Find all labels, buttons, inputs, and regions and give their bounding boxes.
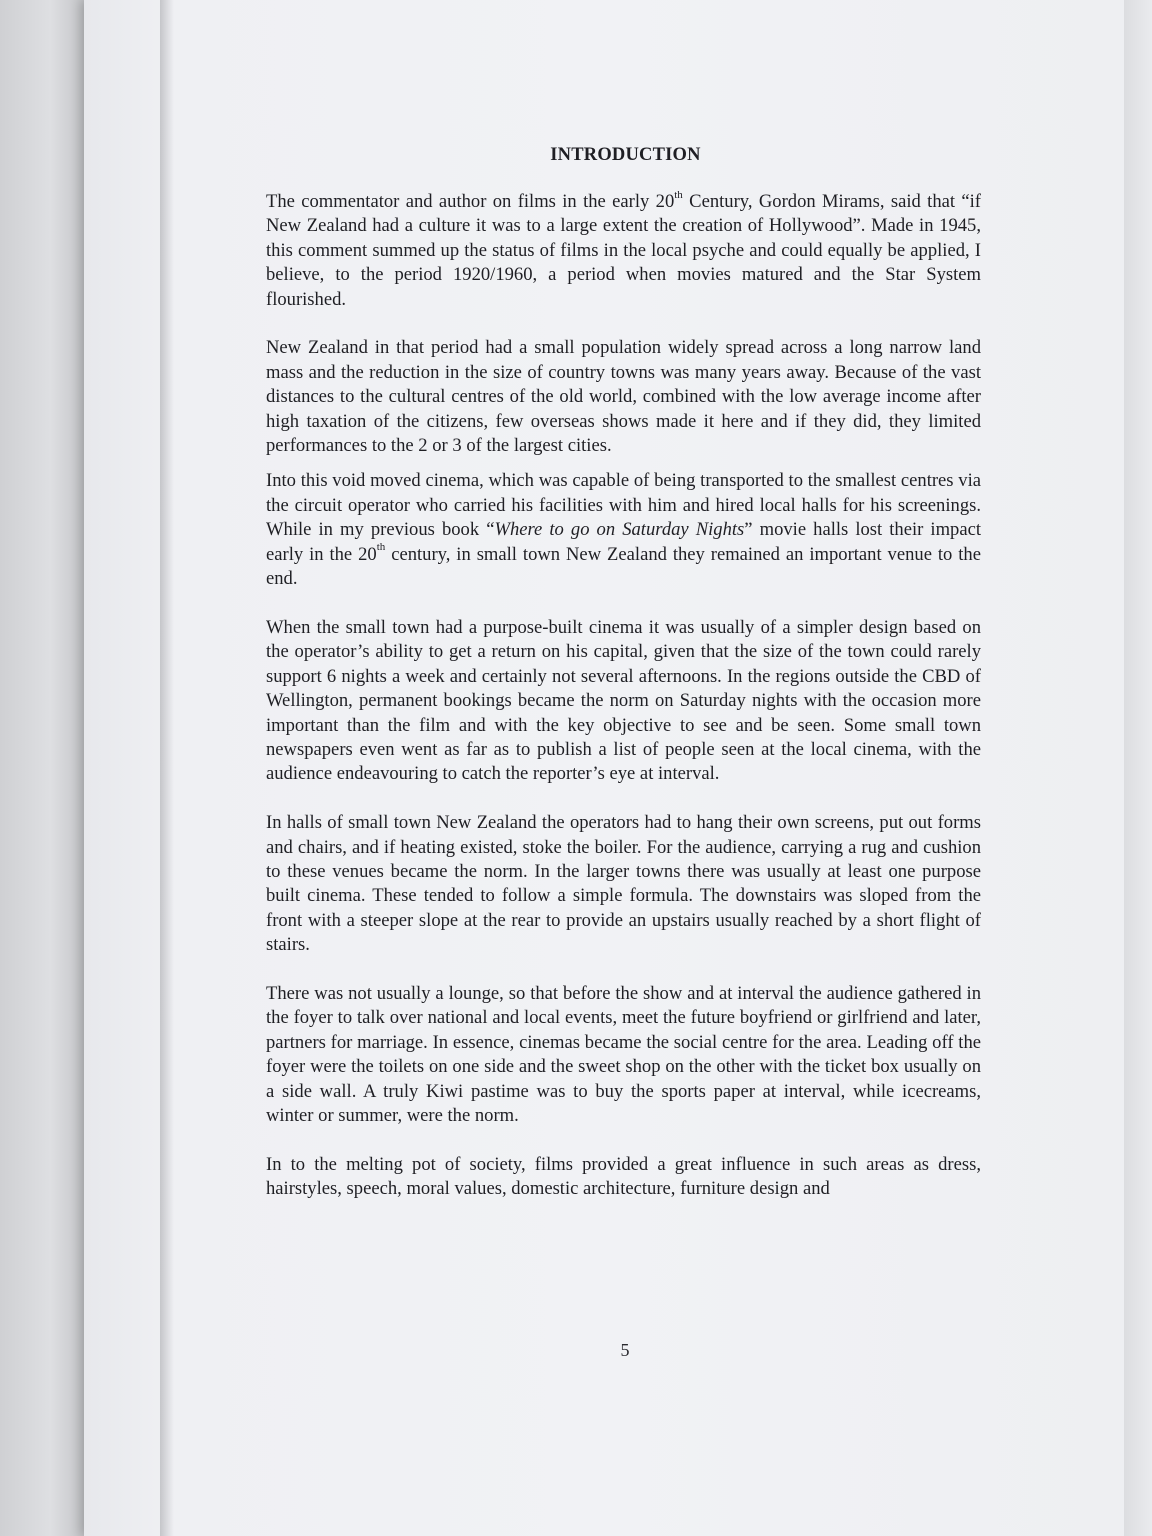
- book-title: Where to go on Saturday Nights: [494, 519, 745, 541]
- facing-page-edge: [0, 0, 84, 1536]
- paragraph-7: In to the melting pot of society, films provided a great influence in such areas as dress, hairstyles, speech, moral values, domestic architecture, furniture design and: [266, 1153, 981, 1200]
- paragraph-1: The commentator and author on films in the early 20th Century, Gordon Mirams, said that “if New Zealand had a culture it was to a large extent the creation of Hollywood”. Made in 1945, this comment summed up the status of films in the local psyche and could equally be applied, I believe, to the period 1920/1960, a period when movies matured and the Star System flourished.: [266, 188, 981, 310]
- page-number: 5: [620, 1340, 630, 1360]
- page-gutter-shadow: [160, 0, 174, 1536]
- page-content: [266, 140, 981, 1202]
- paragraph-2: New Zealand in that period had a small population widely spread across a long narrow land mass and the reduction in the size of country towns was many years away. Because of the vast distances to the cultural centres of the old world, combined with the low average income after high taxation of the citizens, few overseas shows made it here and if they did, they limited performances to the 2 or 3 of the largest cities.: [266, 337, 981, 457]
- paragraph-5: In halls of small town New Zealand the operators had to hang their own screens, put out forms and chairs, and if heating existed, stoke the boiler. For the audience, carrying a rug and cushion to these venues became the norm. In the larger towns there was usually at least one purpose built cinema. These tended to follow a simple formula. The downstairs was sloped from the front with a steeper slope at the rear to provide an upstairs usually reached by a short flight of stairs.: [266, 812, 981, 956]
- paragraph-3: Into this void moved cinema, which was capable of being transported to the smallest centres via the circuit operator who carried his facilities with him and hired local halls for his screenings. While in my previous book “Where to go on Saturday Nights” movie halls lost their impact early in the 20th century, in small town New Zealand they remained an important venue to the end.: [266, 470, 982, 590]
- chapter-title: INTRODUCTION: [550, 145, 701, 165]
- page-right-edge: [1124, 0, 1152, 1536]
- paragraph-4: When the small town had a purpose-built cinema it was usually of a simpler design based on the operator’s ability to get a return on his capital, given that the size of the town could rarely support 6 nights a week and certainly not several afternoons. In the regions outside the CBD of Wellington, permanent bookings became the norm on Saturday nights with the occasion more important than the film and with the key objective to see and be seen. Some small town newspapers even went as far as to publish a list of people seen at the local cinema, with the audience endeavouring to catch the reporter’s eye at interval.: [266, 616, 981, 785]
- paragraph-6: There was not usually a lounge, so that before the show and at interval the audience gathered in the foyer to talk over national and local events, meet the future boyfriend or girlfriend and later, partners for marriage. In essence, cinemas became the social centre for the area. Leading off the foyer were the toilets on one side and the sweet shop on the other with the ticket box usually on a side wall. A truly Kiwi pastime was to buy the sports paper at interval, while icecreams, winter or summer, were the norm.: [266, 982, 981, 1126]
